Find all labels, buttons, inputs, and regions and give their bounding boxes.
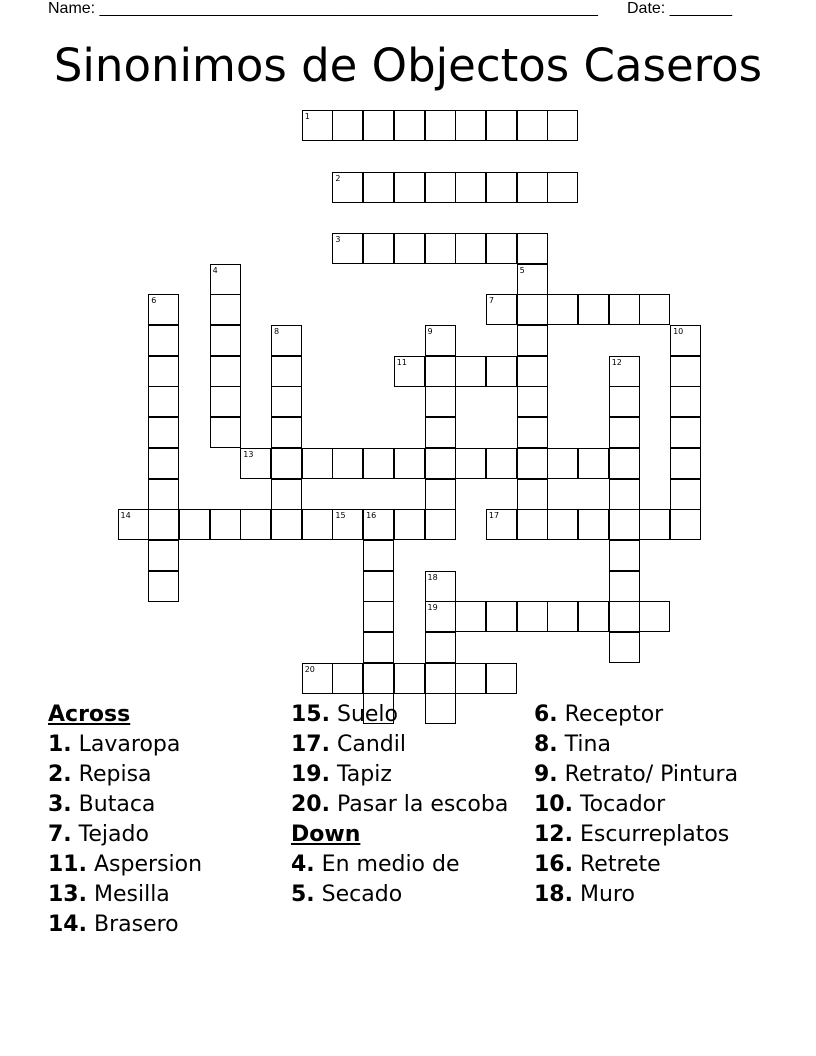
down-heading: Down bbox=[291, 822, 361, 847]
clue-item-text: Repisa bbox=[78, 762, 152, 787]
clue-item-number: 11. bbox=[48, 852, 87, 877]
clue-item-number: 1. bbox=[48, 732, 72, 757]
clue-item bbox=[291, 732, 541, 758]
grid-cell[interactable] bbox=[210, 294, 241, 325]
clue-item-number: 19. bbox=[291, 762, 330, 787]
grid-cell[interactable] bbox=[547, 172, 578, 203]
grid-cell[interactable] bbox=[148, 356, 179, 387]
grid-cell[interactable] bbox=[517, 509, 548, 540]
date-field: Date: _______ bbox=[627, 0, 732, 17]
clues-column-2 bbox=[291, 702, 541, 912]
grid-cell[interactable] bbox=[148, 386, 179, 417]
clue-item-text: Mesilla bbox=[93, 882, 170, 907]
grid-cell[interactable] bbox=[302, 509, 333, 540]
grid-cell[interactable] bbox=[609, 417, 640, 448]
clue-item-number: 7. bbox=[48, 822, 72, 847]
clue-item-number: 3. bbox=[48, 792, 72, 817]
grid-cell[interactable] bbox=[363, 110, 394, 141]
grid-cell[interactable] bbox=[486, 448, 517, 479]
clue-item-number: 15. bbox=[291, 702, 330, 727]
clue-item-text: Butaca bbox=[78, 792, 156, 817]
clue-item-text: Secado bbox=[321, 882, 403, 907]
grid-cell[interactable] bbox=[210, 417, 241, 448]
grid-cell[interactable] bbox=[517, 294, 548, 325]
grid-cell[interactable] bbox=[578, 294, 609, 325]
clue-item bbox=[534, 882, 784, 908]
grid-cell[interactable] bbox=[517, 417, 548, 448]
clue-number: 11 bbox=[396, 357, 407, 367]
clue-item bbox=[534, 852, 784, 878]
clue-item-text: Pasar la escoba bbox=[336, 792, 509, 817]
grid-cell[interactable] bbox=[670, 479, 701, 510]
grid-cell[interactable] bbox=[148, 540, 179, 571]
clues-column-3 bbox=[534, 702, 784, 912]
grid-cell[interactable] bbox=[118, 509, 149, 540]
clue-item-text: Candil bbox=[336, 732, 406, 757]
clue-item-text: Aspersion bbox=[93, 852, 203, 877]
grid-cell[interactable] bbox=[639, 601, 670, 632]
grid-cell[interactable] bbox=[578, 448, 609, 479]
grid-cell[interactable] bbox=[517, 110, 548, 141]
clue-item bbox=[48, 732, 298, 758]
grid-cell[interactable] bbox=[547, 601, 578, 632]
clue-item bbox=[48, 912, 298, 938]
grid-cell[interactable] bbox=[670, 509, 701, 540]
grid-cell[interactable] bbox=[425, 325, 456, 356]
clue-number: 18 bbox=[427, 572, 438, 582]
clue-item-text: Retrete bbox=[579, 852, 661, 877]
grid-cell[interactable] bbox=[670, 448, 701, 479]
clue-item-number: 5. bbox=[291, 882, 315, 907]
grid-cell[interactable] bbox=[271, 356, 302, 387]
grid-cell[interactable] bbox=[455, 110, 486, 141]
grid-cell[interactable] bbox=[210, 325, 241, 356]
grid-cell[interactable] bbox=[517, 264, 548, 295]
clue-item-number: 2. bbox=[48, 762, 72, 787]
clue-number: 13 bbox=[243, 449, 254, 459]
grid-cell[interactable] bbox=[425, 601, 456, 632]
clue-item bbox=[534, 732, 784, 758]
grid-cell[interactable] bbox=[148, 509, 179, 540]
grid-cell[interactable] bbox=[425, 663, 456, 694]
clue-item bbox=[48, 882, 298, 908]
clue-number: 12 bbox=[611, 357, 622, 367]
grid-cell[interactable] bbox=[609, 540, 640, 571]
grid-cell[interactable] bbox=[363, 233, 394, 264]
grid-cell[interactable] bbox=[271, 325, 302, 356]
grid-cell[interactable] bbox=[210, 386, 241, 417]
clue-item bbox=[291, 882, 541, 908]
grid-cell[interactable] bbox=[240, 509, 271, 540]
clue-number: 8 bbox=[274, 327, 280, 336]
grid-cell[interactable] bbox=[609, 632, 640, 663]
grid-cell[interactable] bbox=[425, 571, 456, 602]
grid-cell[interactable] bbox=[609, 294, 640, 325]
clue-item-number: 16. bbox=[534, 852, 573, 877]
clue-item-text: Brasero bbox=[93, 912, 179, 937]
grid-cell[interactable] bbox=[517, 233, 548, 264]
grid-cell[interactable] bbox=[670, 356, 701, 387]
clues-column-1 bbox=[48, 702, 298, 942]
clue-item bbox=[48, 852, 298, 878]
grid-cell[interactable] bbox=[639, 294, 670, 325]
grid-cell[interactable] bbox=[394, 509, 425, 540]
grid-cell[interactable] bbox=[547, 294, 578, 325]
clue-number: 3 bbox=[335, 234, 341, 244]
grid-cell[interactable] bbox=[332, 448, 363, 479]
clue-item-text: Suelo bbox=[336, 702, 398, 727]
clue-item bbox=[291, 702, 541, 728]
grid-cell[interactable] bbox=[609, 571, 640, 602]
grid-cell[interactable] bbox=[639, 509, 670, 540]
grid-cell[interactable] bbox=[517, 356, 548, 387]
clue-item bbox=[534, 792, 784, 818]
grid-cell[interactable] bbox=[486, 294, 517, 325]
grid-cell[interactable] bbox=[332, 509, 363, 540]
grid-cell[interactable] bbox=[517, 479, 548, 510]
grid-cell[interactable] bbox=[425, 417, 456, 448]
clue-item bbox=[48, 762, 298, 788]
clue-number: 19 bbox=[427, 603, 438, 613]
grid-cell[interactable] bbox=[271, 386, 302, 417]
grid-cell[interactable] bbox=[609, 448, 640, 479]
clue-item-text: Tocador bbox=[579, 792, 666, 817]
clue-item-number: 18. bbox=[534, 882, 573, 907]
grid-cell[interactable] bbox=[394, 663, 425, 694]
grid-cell[interactable] bbox=[609, 356, 640, 387]
clue-item-text: En medio de bbox=[321, 852, 460, 877]
grid-cell[interactable] bbox=[455, 233, 486, 264]
grid-cell[interactable] bbox=[517, 325, 548, 356]
grid-cell[interactable] bbox=[609, 479, 640, 510]
grid-cell[interactable] bbox=[517, 448, 548, 479]
clue-number: 17 bbox=[488, 511, 500, 521]
grid-cell[interactable] bbox=[148, 417, 179, 448]
clue-number: 2 bbox=[335, 173, 341, 183]
grid-cell[interactable] bbox=[517, 601, 548, 632]
clue-number: 16 bbox=[366, 511, 377, 521]
grid-cell[interactable] bbox=[486, 601, 517, 632]
clue-item-number: 9. bbox=[534, 762, 558, 787]
grid-cell[interactable] bbox=[363, 632, 394, 663]
grid-cell[interactable] bbox=[363, 509, 394, 540]
clue-number: 14 bbox=[120, 511, 131, 521]
grid-cell[interactable] bbox=[271, 479, 302, 510]
grid-cell[interactable] bbox=[425, 632, 456, 663]
clue-number: 15 bbox=[335, 511, 346, 521]
clue-number: 4 bbox=[212, 265, 218, 275]
grid-cell[interactable] bbox=[517, 386, 548, 417]
grid-cell[interactable] bbox=[609, 509, 640, 540]
grid-cell[interactable] bbox=[363, 663, 394, 694]
grid-cell[interactable] bbox=[210, 356, 241, 387]
clue-item bbox=[534, 702, 784, 728]
grid-cell[interactable] bbox=[148, 479, 179, 510]
grid-cell[interactable] bbox=[547, 448, 578, 479]
grid-cell[interactable] bbox=[486, 356, 517, 387]
grid-cell[interactable] bbox=[425, 448, 456, 479]
grid-cell[interactable] bbox=[394, 110, 425, 141]
clue-item-text: Tejado bbox=[78, 822, 149, 847]
grid-cell[interactable] bbox=[394, 356, 425, 387]
grid-cell[interactable] bbox=[240, 448, 271, 479]
clue-item-text: Muro bbox=[579, 882, 635, 907]
grid-cell[interactable] bbox=[332, 233, 363, 264]
clue-item-text: Receptor bbox=[564, 702, 664, 727]
grid-cell[interactable] bbox=[179, 509, 210, 540]
grid-cell[interactable] bbox=[210, 264, 241, 295]
clue-number: 9 bbox=[427, 327, 433, 336]
clue-item-text: Lavaropa bbox=[78, 732, 181, 757]
clue-item bbox=[291, 792, 541, 818]
clue-item-number: 13. bbox=[48, 882, 87, 907]
grid-cell[interactable] bbox=[148, 448, 179, 479]
grid-cell[interactable] bbox=[455, 601, 486, 632]
grid-cell[interactable] bbox=[271, 509, 302, 540]
clue-item bbox=[291, 852, 541, 878]
grid-cell[interactable] bbox=[517, 172, 548, 203]
grid-cell[interactable] bbox=[210, 509, 241, 540]
clue-item bbox=[291, 762, 541, 788]
clue-item-text: Tapiz bbox=[336, 762, 392, 787]
clue-item-number: 6. bbox=[534, 702, 558, 727]
clue-item-number: 17. bbox=[291, 732, 330, 757]
grid-cell[interactable] bbox=[302, 448, 333, 479]
grid-cell[interactable] bbox=[486, 509, 517, 540]
clue-item-number: 20. bbox=[291, 792, 330, 817]
clue-item-text: Escurreplatos bbox=[579, 822, 730, 847]
grid-cell[interactable] bbox=[486, 110, 517, 141]
clue-item-number: 4. bbox=[291, 852, 315, 877]
grid-cell[interactable] bbox=[425, 110, 456, 141]
name-field: Name: ________________________________________________________ bbox=[48, 0, 598, 17]
clue-item-number: 14. bbox=[48, 912, 87, 937]
grid-cell[interactable] bbox=[578, 509, 609, 540]
grid-cell[interactable] bbox=[670, 386, 701, 417]
grid-cell[interactable] bbox=[670, 325, 701, 356]
clue-item-number: 8. bbox=[534, 732, 558, 757]
grid-cell[interactable] bbox=[363, 448, 394, 479]
grid-cell[interactable] bbox=[425, 386, 456, 417]
grid-cell[interactable] bbox=[271, 417, 302, 448]
clue-number: 20 bbox=[304, 664, 315, 674]
clue-item bbox=[534, 762, 784, 788]
clue-item-text: Tina bbox=[564, 732, 611, 757]
clue-item-number: 12. bbox=[534, 822, 573, 847]
grid-cell[interactable] bbox=[332, 663, 363, 694]
clue-number: 10 bbox=[673, 327, 684, 336]
grid-cell[interactable] bbox=[363, 172, 394, 203]
grid-cell[interactable] bbox=[578, 601, 609, 632]
grid-cell[interactable] bbox=[394, 448, 425, 479]
grid-cell[interactable] bbox=[425, 356, 456, 387]
grid-cell[interactable] bbox=[455, 448, 486, 479]
grid-cell[interactable] bbox=[148, 294, 179, 325]
grid-cell[interactable] bbox=[332, 172, 363, 203]
grid-cell[interactable] bbox=[547, 509, 578, 540]
across-heading: Across bbox=[48, 702, 131, 727]
page-title: Sinonimos de Objectos Caseros bbox=[53, 39, 763, 92]
clue-number: 1 bbox=[304, 112, 310, 122]
clue-number: 7 bbox=[488, 296, 494, 306]
grid-cell[interactable] bbox=[455, 172, 486, 203]
grid-cell[interactable] bbox=[363, 540, 394, 571]
grid-cell[interactable] bbox=[455, 356, 486, 387]
grid-cell[interactable] bbox=[425, 233, 456, 264]
grid-cell[interactable] bbox=[394, 233, 425, 264]
grid-cell[interactable] bbox=[363, 601, 394, 632]
clue-number: 5 bbox=[519, 265, 525, 275]
clue-item bbox=[48, 822, 298, 848]
clue-item bbox=[534, 822, 784, 848]
grid-cell[interactable] bbox=[332, 110, 363, 141]
grid-cell[interactable] bbox=[302, 110, 333, 141]
grid-cell[interactable] bbox=[486, 233, 517, 264]
grid-cell[interactable] bbox=[547, 110, 578, 141]
grid-cell[interactable] bbox=[486, 172, 517, 203]
grid-cell[interactable] bbox=[425, 172, 456, 203]
grid-cell[interactable] bbox=[148, 325, 179, 356]
grid-cell[interactable] bbox=[609, 386, 640, 417]
grid-cell[interactable] bbox=[425, 509, 456, 540]
clue-item-text: Retrato/ Pintura bbox=[564, 762, 739, 787]
grid-cell[interactable] bbox=[148, 571, 179, 602]
grid-cell[interactable] bbox=[670, 417, 701, 448]
grid-cell[interactable] bbox=[425, 479, 456, 510]
grid-cell[interactable] bbox=[363, 571, 394, 602]
clue-number: 6 bbox=[151, 296, 157, 306]
grid-cell[interactable] bbox=[455, 663, 486, 694]
grid-cell[interactable] bbox=[302, 663, 333, 694]
clue-item bbox=[48, 792, 298, 818]
grid-cell[interactable] bbox=[394, 172, 425, 203]
clue-item-number: 10. bbox=[534, 792, 573, 817]
grid-cell[interactable] bbox=[609, 601, 640, 632]
grid-cell[interactable] bbox=[486, 663, 517, 694]
grid-cell[interactable] bbox=[271, 448, 302, 479]
